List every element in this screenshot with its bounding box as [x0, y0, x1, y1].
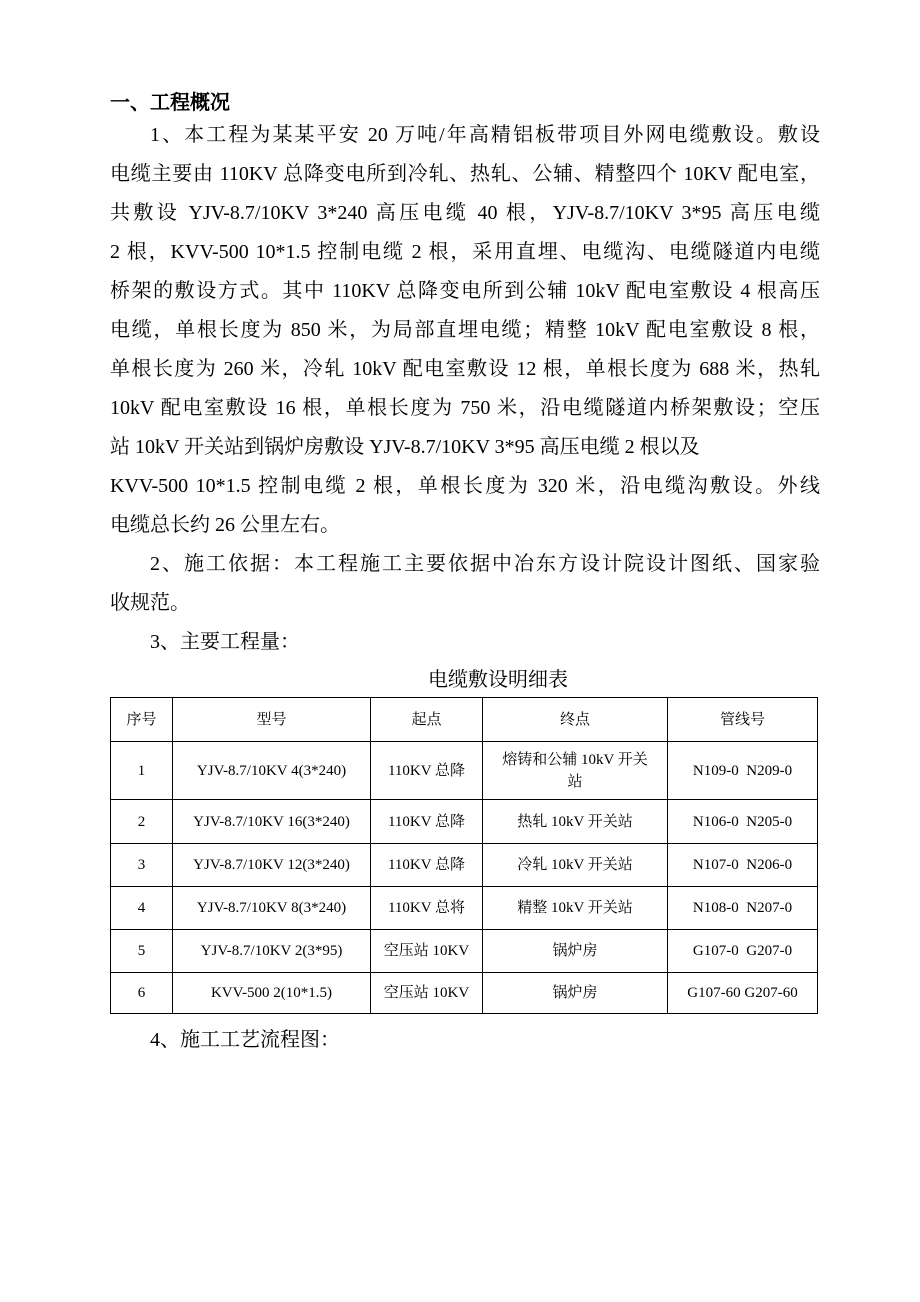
- table-cell: YJV-8.7/10KV 12(3*240): [173, 844, 371, 887]
- paragraph-line: 10kV 配电室敷设 16 根，单根长度为 750 米，沿电缆隧道内桥架敷设；空压: [110, 397, 820, 419]
- table-cell: N107-0 N206-0: [668, 844, 818, 887]
- table-cell: 110KV 总降: [371, 800, 483, 844]
- overview-body: [110, 116, 820, 662]
- table-cell: 2: [111, 800, 173, 844]
- paragraph-line: 收规范。: [110, 592, 190, 614]
- paragraph-line: 共敷设 YJV-8.7/10KV 3*240 高压电缆 40 根，YJV-8.7/10KV 3*95 高压电缆: [110, 202, 820, 224]
- table-cell: G107-60 G207-60: [668, 973, 818, 1014]
- table-header-row: [111, 698, 818, 742]
- table-cell: 5: [111, 930, 173, 973]
- table-cell: YJV-8.7/10KV 4(3*240): [173, 742, 371, 800]
- table-cell: 冷轧 10kV 开关站: [483, 844, 668, 887]
- paragraph-line: 电缆总长约 26 公里左右。: [110, 514, 340, 536]
- table-row: [111, 930, 818, 973]
- table-row: [111, 844, 818, 887]
- table-cell: N108-0 N207-0: [668, 887, 818, 930]
- table-cell: 6: [111, 973, 173, 1014]
- table-row: [111, 742, 818, 800]
- table-caption: 电缆敷设明细表: [428, 669, 568, 691]
- paragraph-line: 桥架的敷设方式。其中 110KV 总降变电所到公辅 10kV 配电室敷设 4 根高压: [110, 280, 820, 302]
- paragraph-line: KVV-500 10*1.5 控制电缆 2 根，单根长度为 320 米，沿电缆沟敷设。外线: [110, 475, 820, 497]
- table-cell: 空压站 10KV: [371, 973, 483, 1014]
- table-cell: 锅炉房: [483, 930, 668, 973]
- paragraph-line: 1、本工程为某某平安 20 万吨/年高精铝板带项目外网电缆敷设。敷设: [150, 124, 820, 146]
- table-cell: 3: [111, 844, 173, 887]
- table-cell: 110KV 总将: [371, 887, 483, 930]
- table-row: [111, 973, 818, 1014]
- table-cell: KVV-500 2(10*1.5): [173, 973, 371, 1014]
- table-cell: 热轧 10kV 开关站: [483, 800, 668, 844]
- table-cell: YJV-8.7/10KV 2(3*95): [173, 930, 371, 973]
- table-cell: N109-0 N209-0: [668, 742, 818, 800]
- table-cell: N106-0 N205-0: [668, 800, 818, 844]
- table-row: [111, 800, 818, 844]
- cable-table: [110, 697, 818, 1014]
- paragraph-line: 2 根，KVV-500 10*1.5 控制电缆 2 根，采用直埋、电缆沟、电缆隧道内电缆: [110, 241, 820, 263]
- table-cell: 锅炉房: [483, 973, 668, 1014]
- table-cell: 110KV 总降: [371, 742, 483, 800]
- table-header-cell: 型号: [173, 698, 371, 742]
- process-flow-label: 4、施工工艺流程图：: [150, 1029, 340, 1051]
- paragraph-line: 站 10kV 开关站到锅炉房敷设 YJV-8.7/10KV 3*95 高压电缆 2 根以及: [110, 436, 700, 458]
- table-cell: 空压站 10KV: [371, 930, 483, 973]
- section-heading: 一、工程概况: [110, 92, 230, 114]
- table-header-cell: 起点: [371, 698, 483, 742]
- table-cell: YJV-8.7/10KV 8(3*240): [173, 887, 371, 930]
- table-header-cell: 终点: [483, 698, 668, 742]
- paragraph-line: 2、施工依据：本工程施工主要依据中冶东方设计院设计图纸、国家验: [150, 553, 820, 575]
- table-cell-wrap: [483, 742, 668, 800]
- table-row: [111, 887, 818, 930]
- table-cell: 精整 10kV 开关站: [483, 887, 668, 930]
- table-cell: 熔铸和公辅 10kV 开关站: [502, 751, 648, 790]
- table-cell: 110KV 总降: [371, 844, 483, 887]
- table-cell: 1: [111, 742, 173, 800]
- table-header-cell: 序号: [111, 698, 173, 742]
- table-cell: 4: [111, 887, 173, 930]
- table-cell: YJV-8.7/10KV 16(3*240): [173, 800, 371, 844]
- quantities-label: 3、主要工程量：: [150, 631, 300, 653]
- table-cell: G107-0 G207-0: [668, 930, 818, 973]
- table-header-cell: 管线号: [668, 698, 818, 742]
- paragraph-line: 电缆，单根长度为 850 米，为局部直埋电缆；精整 10kV 配电室敷设 8 根，: [110, 319, 820, 341]
- paragraph-line: 电缆主要由 110KV 总降变电所到冷轧、热轧、公辅、精整四个 10KV 配电室，: [110, 163, 820, 185]
- paragraph-line: 单根长度为 260 米，冷轧 10kV 配电室敷设 12 根，单根长度为 688 米，热轧: [110, 358, 820, 380]
